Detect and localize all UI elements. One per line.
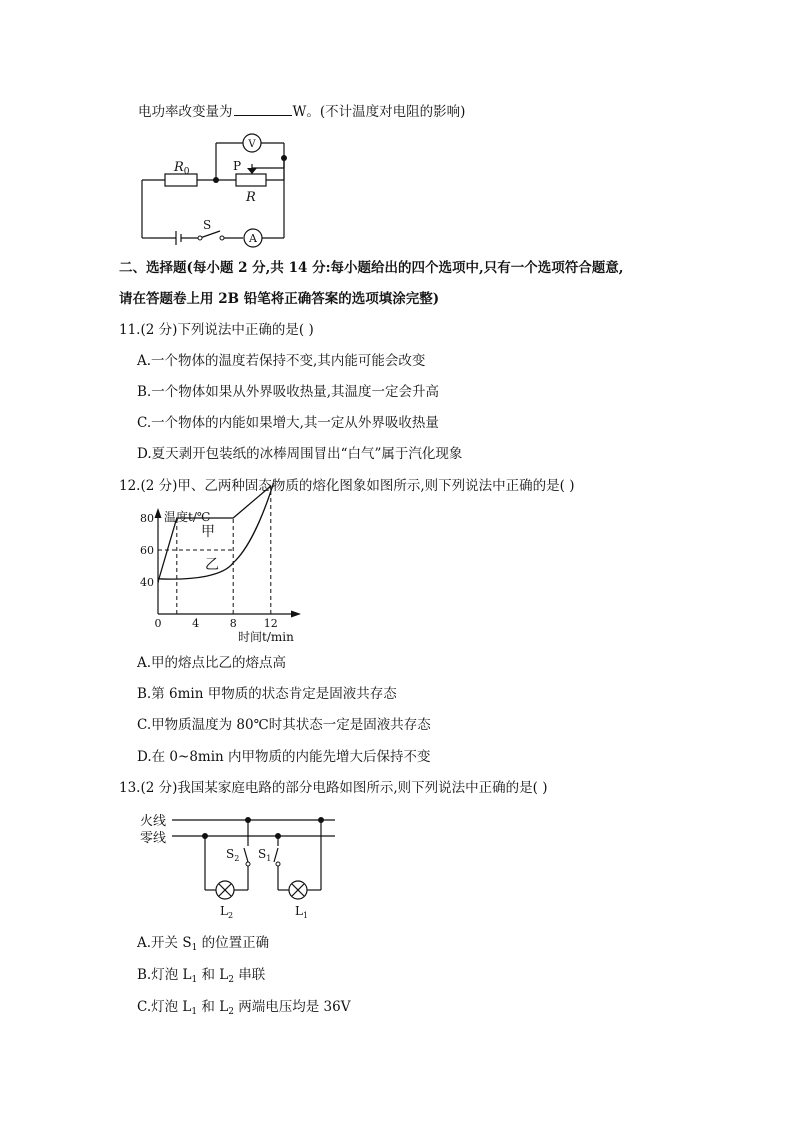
q12-stem: 12.(2 分)甲、乙两种固态物质的熔化图象如图所示,则下列说法中正确的是( ) <box>119 478 575 494</box>
label-s2: $S_2$ <box>226 847 240 863</box>
label-l2: $L_2$ <box>220 904 234 920</box>
x-tick-label: 4 <box>192 617 200 630</box>
y-tick-label: 60 <box>140 544 154 557</box>
ammeter-icon: A <box>249 232 257 245</box>
y-tick-label: 80 <box>140 512 154 525</box>
q10-text-after: W。(不计温度对电阻的影响) <box>292 104 466 120</box>
label-l1: $L_1$ <box>295 904 309 920</box>
label-r: R <box>246 190 256 205</box>
section2-heading-line2: 请在答题卷上用 2B 铅笔将正确答案的选项填涂完整) <box>119 291 440 307</box>
section2-heading-line1: 二、选择题(每小题 2 分,共 14 分:每小题给出的四个选项中,只有一个选项符合题意, <box>119 260 624 276</box>
label-s: S <box>203 218 212 232</box>
q12-option-c: C.甲物质温度为 80℃时其状态一定是固液共存态 <box>137 717 431 733</box>
series-label-yi: 乙 <box>205 557 219 573</box>
q11-option-d: D.夏天剥开包装纸的冰棒周围冒出“白气”属于汽化现象 <box>137 446 463 462</box>
label-r0: $R_0$ <box>174 160 190 177</box>
voltmeter-icon: V <box>248 139 256 150</box>
q10-text-before: 电功率改变量为 <box>138 104 233 120</box>
neutral-wire-label: 零线 <box>140 831 167 846</box>
label-s1: $S_1$ <box>258 847 272 863</box>
q13-option-a: A.开关 $S_1$ 的位置正确 <box>137 935 270 953</box>
q12-option-b: B.第 6min 甲物质的状态肯定是固液共存态 <box>137 686 397 702</box>
series-label-jia: 甲 <box>201 524 215 540</box>
q11-option-b: B.一个物体如果从外界吸收热量,其温度一定会升高 <box>137 384 440 400</box>
x-tick-label: 8 <box>229 617 237 630</box>
q11-option-a: A.一个物体的温度若保持不变,其内能可能会改变 <box>137 353 426 369</box>
q13-stem: 13.(2 分)我国某家庭电路的部分电路如图所示,则下列说法中正确的是( ) <box>119 780 548 796</box>
label-p: P <box>233 159 242 173</box>
q11-stem: 11.(2 分)下列说法中正确的是( ) <box>119 322 314 338</box>
live-wire-label: 火线 <box>140 814 167 829</box>
q13-option-b: B.灯泡 $L_1$ 和 $L_2$ 串联 <box>137 967 266 985</box>
q12-option-a: A.甲的熔点比乙的熔点高 <box>137 655 287 671</box>
chart-ylabel: 温度t/℃ <box>164 510 211 524</box>
q12-option-d: D.在 0~8min 内甲物质的内能先增大后保持不变 <box>137 749 431 765</box>
x-tick-label: 0 <box>154 617 162 630</box>
q11-option-c: C.一个物体的内能如果增大,其一定从外界吸收热量 <box>137 415 439 431</box>
q13-option-c: C.灯泡 $L_1$ 和 $L_2$ 两端电压均是 36V <box>137 999 351 1017</box>
chart-xlabel: 时间t/min <box>238 630 294 644</box>
x-tick-label: 12 <box>263 617 278 630</box>
y-tick-label: 40 <box>140 576 154 589</box>
